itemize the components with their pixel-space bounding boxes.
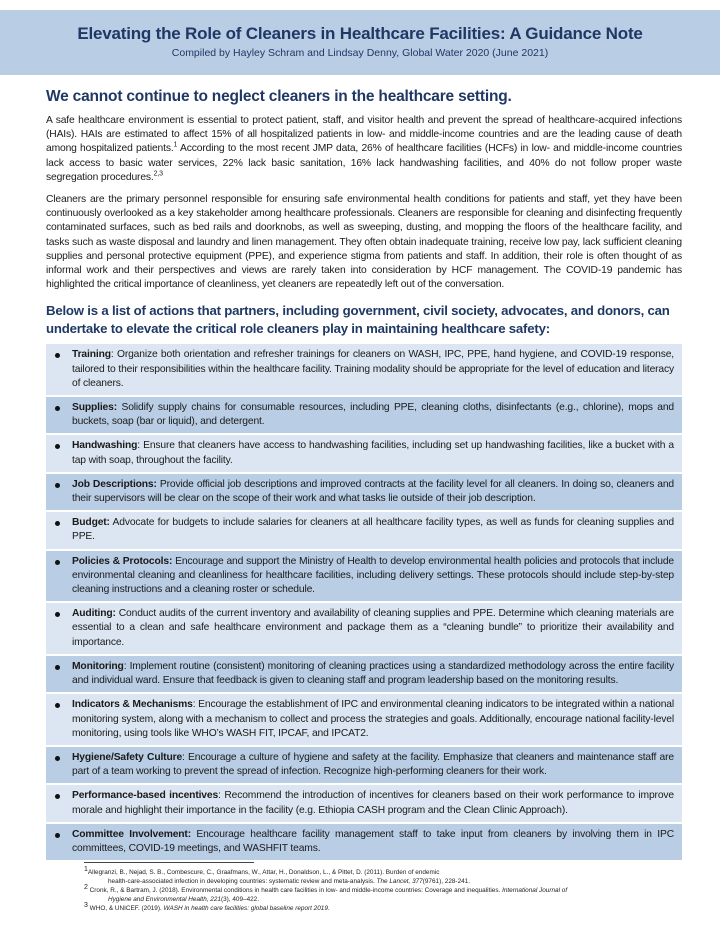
footnote-continuation	[84, 877, 704, 886]
action-item-committee-involvement	[46, 824, 682, 862]
action-term: Job Descriptions:	[72, 478, 157, 490]
footnote-number: 2	[84, 883, 88, 891]
action-item-training	[46, 344, 682, 397]
footnote-text: (3), 409–422.	[220, 896, 260, 903]
action-item-handwashing	[46, 435, 682, 473]
footnote-number: 3	[84, 901, 88, 909]
footnote-journal: The Lancet, 377	[376, 878, 423, 885]
footnote-report-title: WASH in health care facilities: global baseline report 2019	[163, 905, 328, 912]
action-text: Advocate for budgets to include salaries for cleaners at all healthcare facility types, as well as funds for cleaning supplies and PPE.	[72, 517, 674, 543]
intro-paragraph-1-part2: According to the most recent JMP data, 26% of healthcare facilities (HCFs) in low- and middle-income countries lack access to basic water services, 22% lack basic sanitation, 16% lack handwashing facilities, and 40% do not follow proper waste segregation procedures.	[46, 143, 682, 183]
action-term: Policies & Protocols:	[72, 555, 173, 567]
action-item-auditing	[46, 603, 682, 656]
document-body	[46, 88, 682, 862]
bullet-icon	[55, 703, 60, 708]
footnote-3	[84, 901, 704, 913]
title-banner	[0, 10, 720, 75]
actions-list	[46, 344, 682, 862]
action-text: : Encourage the establishment of IPC and environmental cleaning indicators to be integrated within a national monitoring system, along with a mechanism to collect and process the strategies and goals. Additionally, encourage national facility-level monitoring, using tools like WHO’s WASH FIT, IPCAF, and IPCAT2.	[72, 699, 674, 739]
action-text: Conduct audits of the current inventory and availability of cleaning supplies and PPE. Determine which cleaning materials are essential to a clean and safe healthcare environment and package them as a “cleaning bundle” to prioritize their availability and importance.	[72, 608, 674, 648]
action-item-budget	[46, 512, 682, 550]
footnote-ref-1[interactable]: 1	[173, 141, 178, 149]
bullet-icon	[55, 521, 60, 526]
bullet-icon	[55, 483, 60, 488]
footnote-text: .	[327, 905, 330, 912]
action-text: : Implement routine (consistent) monitoring of cleaning practices using a standardized methodology across the entire facility and individual ward. Ensure that feedback is given to cleaning staff and program leadership based on the monitoring results.	[72, 660, 674, 687]
bullet-icon	[55, 665, 60, 670]
action-term: Indicators & Mechanisms	[72, 699, 193, 711]
action-item-monitoring	[46, 656, 682, 694]
action-term: Committee Involvement:	[72, 828, 191, 840]
action-item-job-descriptions	[46, 474, 682, 512]
intro-paragraph-1-part1: A safe healthcare environment is essential to protect patient, staff, and visitor health and prevent the spread of healthcare-acquired infections (HAIs). HAIs are estimated to affect 15% of all hospitalized patients in low- and middle-income countries and are the leading cause of death among hospitalized patients.	[46, 115, 682, 155]
action-text: Encourage and support the Ministry of Health to develop environmental health policies and protocols that include environmental cleaning and cleanliness for healthcare facilities, including delivery settings. These protocols should include step-by-step cleaning instructions and a cleaning roster or schedule.	[72, 555, 674, 596]
footnote-ref-2-3[interactable]: 2,3	[153, 170, 163, 178]
footnotes	[84, 865, 704, 913]
intro-paragraph-1	[46, 114, 682, 185]
bullet-icon	[55, 756, 60, 761]
bullet-icon	[55, 560, 60, 565]
intro-paragraph-2: Cleaners are the primary personnel responsible for ensuring safe environmental health conditions for patients and staff, yet they have been continuously overlooked as a key stakeholder among healthcare professionals. Cleaners are responsible for cleaning and disinfecting frequently contaminated surfaces, such as bed rails and doorknobs, as well as sweeping, dusting, and mopping the floors of the healthcare facility, and tasks such as waste disposal and laundry and linen management. They often obtain inadequate training, receive low pay, lack sufficient cleaning supplies and personal protective equipment (PPE), and experience stigma from patients and staff. In addition, their role is often thought of as informal work and their perspectives and views are rarely taken into consideration by HCF management. The COVID-19 pandemic has highlighted the critical importance of cleanliness, yet cleaners are repeatedly left out of the conversation.	[46, 194, 682, 291]
intro-heading: We cannot continue to neglect cleaners in the healthcare setting.	[46, 88, 512, 105]
actions-heading: Below is a list of actions that partners, including government, civil society, advocates, and donors, can undertake to elevate the critical role cleaners play in maintaining healthcare safety:	[46, 303, 670, 337]
action-text: Solidify supply chains for consumable resources, including PPE, cleaning cloths, disinfectants (e.g., chlorine), mops and buckets, soap (bar or liquid), and detergent.	[72, 402, 674, 428]
action-item-indicators-mechanisms	[46, 694, 682, 747]
footnote-journal: International Journal of	[502, 887, 568, 894]
action-item-policies-protocols	[46, 551, 682, 604]
action-item-supplies	[46, 397, 682, 435]
bullet-icon	[55, 406, 60, 411]
action-term: Auditing:	[72, 608, 116, 620]
action-text: : Recommend the introduction of incentives for cleaners based on their work performance to improve morale and highlight their importance in the facility (e.g. Ethiopia CASH program and the Clean Clinic Approach).	[72, 790, 674, 816]
action-term: Handwashing	[72, 440, 138, 452]
footnote-text: health-care-associated infection in developing countries: systematic review and meta-analysis.	[108, 878, 377, 885]
action-term: Performance-based incentives	[72, 790, 219, 802]
action-term: Budget:	[72, 517, 110, 529]
bullet-icon	[55, 353, 60, 358]
bullet-icon	[55, 833, 60, 838]
action-text: : Encourage a culture of hygiene and safety at the facility. Emphasize that cleaners and maintenance staff are part of a team working to prevent the spread of infection. Recognize high-performing cleaners for their work.	[72, 751, 674, 778]
action-term: Training	[72, 349, 111, 361]
footnote-text: Allegranzi, B., Nejad, S. B., Combescure, C., Graafmans, W., Attar, H., Donaldson, L., & Pittet, D. (2011). Burden of endemic	[87, 869, 440, 876]
document-title: Elevating the Role of Cleaners in Healthcare Facilities: A Guidance Note	[77, 24, 643, 43]
action-text: Encourage healthcare facility management staff to take input from cleaners by involving them in IPC committees, COVID-19 meetings, and WASHFIT teams.	[72, 828, 675, 854]
action-term: Monitoring	[72, 660, 124, 672]
bullet-icon	[55, 444, 60, 449]
action-text: : Ensure that cleaners have access to handwashing facilities, including set up handwashing facilities, like a bucket with a tap with soap, throughout the facility.	[72, 440, 674, 466]
action-term: Supplies:	[72, 402, 117, 414]
footnote-continuation	[84, 895, 704, 904]
footnote-2	[84, 883, 704, 904]
bullet-icon	[55, 794, 60, 799]
action-text: Provide official job descriptions and improved contracts at the facility level for all cleaners. In doing so, cleaners and their supervisors will be clear on the scope of their work and what tasks lie outside of their job description.	[72, 478, 674, 505]
footnote-divider	[84, 862, 254, 863]
footnote-text: (9761), 228-241.	[422, 878, 471, 885]
footnote-number: 1	[84, 865, 88, 873]
footnote-text: WHO, & UNICEF. (2019).	[87, 905, 164, 912]
bullet-icon	[55, 612, 60, 617]
footnote-text: Cronk, R., & Bartram, J. (2018). Environmental conditions in health care facilities in low- and middle-income countries: Coverage and inequalities.	[87, 887, 503, 894]
footnote-1	[84, 865, 704, 886]
action-item-performance-incentives	[46, 785, 682, 823]
action-text: : Organize both orientation and refresher trainings for cleaners on WASH, IPC, PPE, hand hygiene, and COVID-19 response, tailored to their responsibilities within the healthcare facility. Training modality should be appropriate for the level of education and literacy of cleaners.	[72, 349, 674, 389]
action-term: Hygiene/Safety Culture	[72, 751, 183, 763]
document-subtitle: Compiled by Hayley Schram and Lindsay Denny, Global Water 2020 (June 2021)	[171, 47, 549, 59]
footnote-journal: Hygiene and Environmental Health, 221	[108, 896, 221, 903]
action-item-hygiene-safety-culture	[46, 747, 682, 785]
